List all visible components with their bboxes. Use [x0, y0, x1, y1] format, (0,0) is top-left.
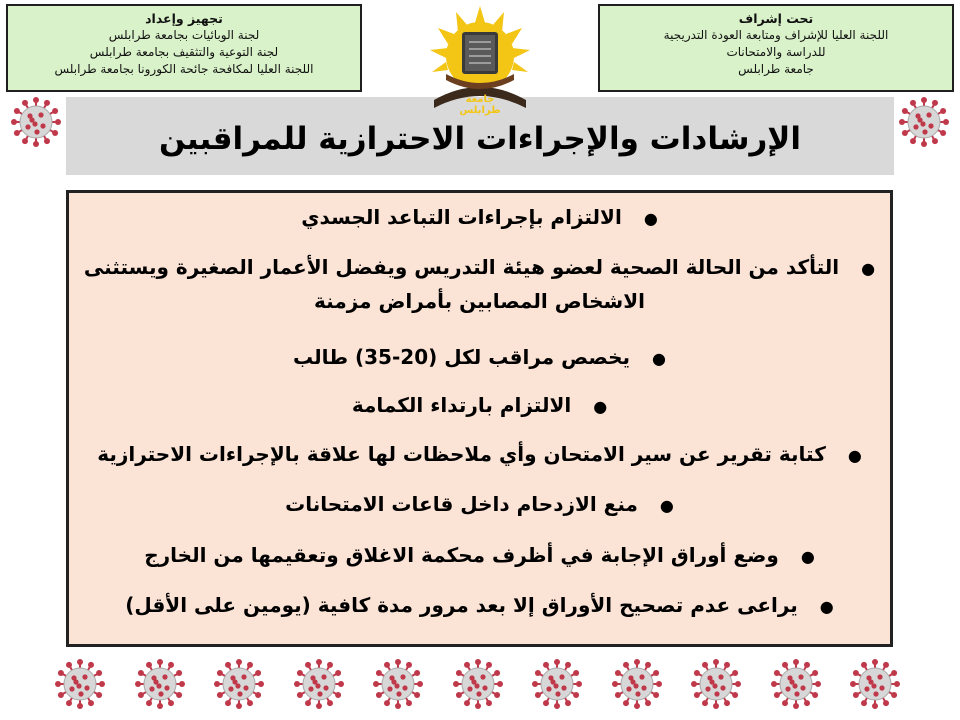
supervision-heading: تحت إشراف	[738, 11, 814, 26]
virus-icon	[372, 658, 424, 710]
guideline-text: يخصص مراقب لكل (20-35) طالب	[293, 345, 631, 369]
guidelines-panel	[66, 190, 893, 647]
bullet-icon: ●	[800, 546, 815, 566]
guideline-item	[69, 589, 890, 623]
virus-icon	[452, 658, 504, 710]
supervision-line-2: للدراسة والامتحانات	[726, 45, 826, 59]
guideline-item	[69, 539, 890, 573]
bullet-icon: ●	[593, 396, 608, 416]
guideline-item	[69, 251, 890, 285]
virus-icon	[10, 96, 62, 148]
guideline-item	[69, 389, 890, 423]
guideline-text: منع الازدحام داخل قاعات الامتحانات	[285, 492, 638, 516]
preparation-line-2: لجنة التوعية والتثقيف بجامعة طرابلس	[89, 45, 279, 59]
bullet-icon: ●	[847, 445, 862, 465]
guideline-item	[69, 201, 890, 235]
guideline-text: يراعى عدم تصحيح الأوراق إلا بعد مرور مدة كافية (يومين على الأقل)	[125, 593, 798, 617]
bullet-icon: ●	[861, 258, 876, 278]
virus-icon	[134, 658, 186, 710]
logo-caption: جامعة طرابلس	[459, 94, 501, 116]
guideline-text: الاشخاص المصابين بأمراض مزمنة	[314, 289, 645, 313]
bullet-icon: ●	[643, 208, 658, 228]
virus-icon	[898, 96, 950, 148]
guideline-text: الالتزام بإجراءات التباعد الجسدي	[301, 205, 622, 229]
virus-icon	[54, 658, 106, 710]
bullet-icon: ●	[652, 348, 666, 368]
virus-icon	[531, 658, 583, 710]
guideline-item	[69, 438, 890, 472]
supervision-line-3: جامعة طرابلس	[738, 62, 814, 76]
university-logo	[424, 4, 536, 114]
virus-icon	[849, 658, 901, 710]
page-title: الإرشادات والإجراءات الاحترازية للمراقبين	[159, 121, 801, 157]
virus-icon	[213, 658, 265, 710]
preparation-heading: تجهيز وإعداد	[145, 11, 223, 26]
preparation-box	[6, 4, 362, 92]
guideline-text: كتابة تقرير عن سير الامتحان وأي ملاحظات لها علاقة بالإجراءات الاحترازية	[97, 442, 826, 466]
preparation-line-3: اللجنة العليا لمكافحة جائحة الكورونا بجامعة طرابلس	[54, 62, 314, 76]
guideline-item-continuation	[69, 285, 890, 317]
virus-icon	[770, 658, 822, 710]
guideline-text: التأكد من الحالة الصحية لعضو هيئة التدريس ويفضل الأعمار الصغيرة ويستثنى	[83, 255, 840, 279]
guideline-text: الالتزام بارتداء الكمامة	[351, 393, 572, 417]
preparation-line-1: لجنة الوبائيات بجامعة طرابلس	[108, 28, 260, 42]
bullet-icon: ●	[819, 596, 834, 616]
supervision-line-1: اللجنة العليا للإشراف ومتابعة العودة التدريجية	[663, 28, 889, 42]
guideline-item	[69, 488, 890, 522]
guideline-text: وضع أوراق الإجابة في أظرف محكمة الاغلاق وتعقيمها من الخارج	[144, 543, 779, 567]
virus-icon	[690, 658, 742, 710]
virus-icon	[293, 658, 345, 710]
guideline-item	[69, 341, 890, 375]
virus-icon	[611, 658, 663, 710]
bullet-icon: ●	[659, 495, 674, 515]
supervision-box	[598, 4, 954, 92]
